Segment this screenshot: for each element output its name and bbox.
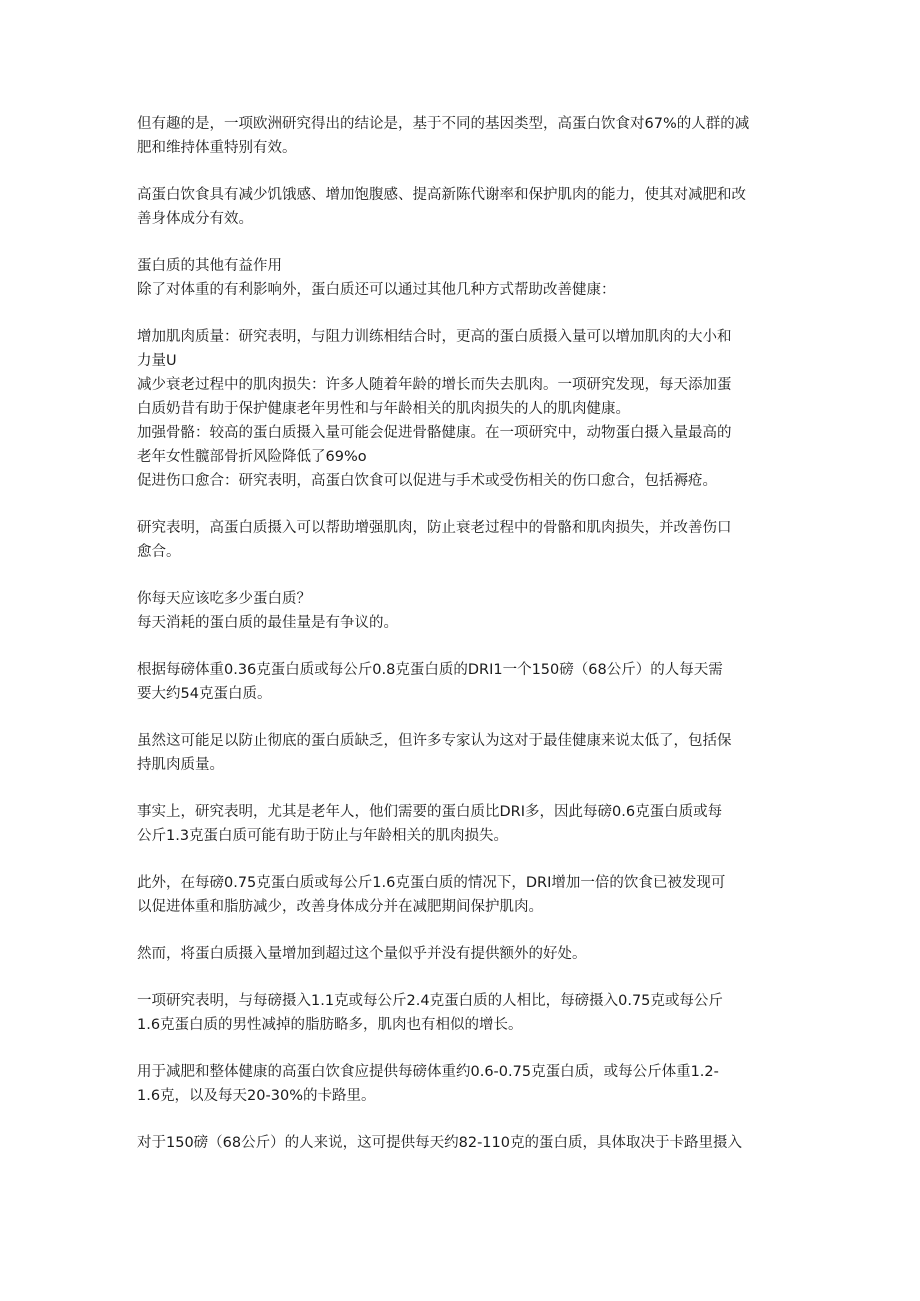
paragraph-gap [137,302,787,325]
text-line: 然而，将蛋白质摄入量增加到超过这个量似乎并没有提供额外的好处。 [137,946,587,962]
text-line: 肥和维持体重特别有效。 [137,140,297,156]
text-line: 一项研究表明，与每磅摄入1.1克或每公斤2.4克蛋白质的人相比，每磅摄入0.75克或每公斤 [137,993,723,1009]
text-line: 促进伤口愈合：研究表明，高蛋白饮食可以促进与手术或受伤相关的伤口愈合，包括褥疮。 [137,473,717,489]
text-line: 加强骨骼：较高的蛋白质摄入量可能会促进骨骼健康。在一项研究中，动物蛋白摄入量最高的 [137,425,732,441]
text-line: 研究表明，高蛋白质摄入可以帮助增强肌肉，防止衰老过程中的骨骼和肌肉损失，并改善伤口 [137,520,732,536]
text-line: 用于减肥和整体健康的高蛋白饮食应提供每磅体重约0.6-0.75克蛋白质，或每公斤体重1.2- [137,1064,719,1080]
paragraph-gap [137,777,787,800]
paragraph [137,942,787,966]
text-line: 公斤1.3克蛋白质可能有助于防止与年龄相关的肌肉损失。 [137,828,509,844]
paragraph [137,800,787,848]
text-line: 1.6克，以及每天20-30%的卡路里。 [137,1088,376,1104]
text-line: 白质奶昔有助于保护健康老年男性和与年龄相关的肌肉损失的人的肌肉健康。 [137,401,630,417]
text-line: 你每天应该吃多少蛋白质？ [137,591,311,607]
text-line: 以促进体重和脂肪减少，改善身体成分并在减肥期间保护肌肉。 [137,899,543,915]
paragraph [137,516,787,564]
text-line: 每天消耗的蛋白质的最佳量是有争议的。 [137,615,398,631]
text-line: 老年女性髋部骨折风险降低了69%o [137,449,367,465]
text-line: 高蛋白饮食具有减少饥饿感、增加饱腹感、提高新陈代谢率和保护肌肉的能力，使其对减肥和改 [137,187,746,203]
text-line: 要大约54克蛋白质。 [137,686,272,702]
paragraph [137,658,787,706]
paragraph-gap [137,706,787,729]
paragraph [137,183,787,231]
paragraph [137,325,787,493]
text-line: 1.6克蛋白质的男性减掉的脂肪略多，肌肉也有相似的增长。 [137,1017,523,1033]
text-line: 此外，在每磅0.75克蛋白质或每公斤1.6克蛋白质的情况下，DRI增加一倍的饮食已被发现可 [137,875,726,891]
text-line: 虽然这可能足以防止彻底的蛋白质缺乏，但许多专家认为这对于最佳健康来说太低了，包括保 [137,733,732,749]
paragraph [137,587,787,635]
paragraph [137,871,787,919]
text-line: 根据每磅体重0.36克蛋白质或每公斤0.8克蛋白质的DRI1一个150磅（68公斤）的人每天需 [137,662,723,678]
text-line: 增加肌肉质量：研究表明，与阻力训练相结合时，更高的蛋白质摄入量可以增加肌肉的大小和 [137,329,732,345]
text-line: 愈合。 [137,544,181,560]
paragraph [137,1060,787,1108]
paragraph-gap [137,1037,787,1060]
paragraph-gap [137,564,787,587]
text-line: 对于150磅（68公斤）的人来说，这可提供每天约82-110克的蛋白质，具体取决于卡路里摄入 [137,1135,742,1151]
paragraph [137,1131,787,1155]
paragraph-gap [137,231,787,254]
paragraph-gap [137,919,787,942]
paragraph [137,989,787,1037]
paragraph-gap [137,160,787,183]
paragraph [137,254,787,302]
text-line: 事实上，研究表明，尤其是老年人，他们需要的蛋白质比DRI多，因此每磅0.6克蛋白质或每 [137,804,723,820]
text-line: 除了对体重的有利影响外，蛋白质还可以通过其他几种方式帮助改善健康： [137,282,616,298]
text-line: 力量U [137,353,177,369]
text-line: 但有趣的是，一项欧洲研究得出的结论是，基于不同的基因类型，高蛋白饮食对67%的人群的减 [137,116,750,132]
paragraph-gap [137,848,787,871]
paragraph-gap [137,966,787,989]
text-line: 持肌肉质量。 [137,757,224,773]
paragraph-gap [137,635,787,658]
paragraph-gap [137,1108,787,1131]
paragraph [137,112,787,160]
text-line: 善身体成分有效。 [137,211,253,227]
document-body [137,112,787,1155]
paragraph [137,729,787,777]
text-line: 蛋白质的其他有益作用 [137,258,282,274]
paragraph-gap [137,493,787,516]
text-line: 减少衰老过程中的肌肉损失：许多人随着年龄的增长而失去肌肉。一项研究发现，每天添加蛋 [137,377,732,393]
